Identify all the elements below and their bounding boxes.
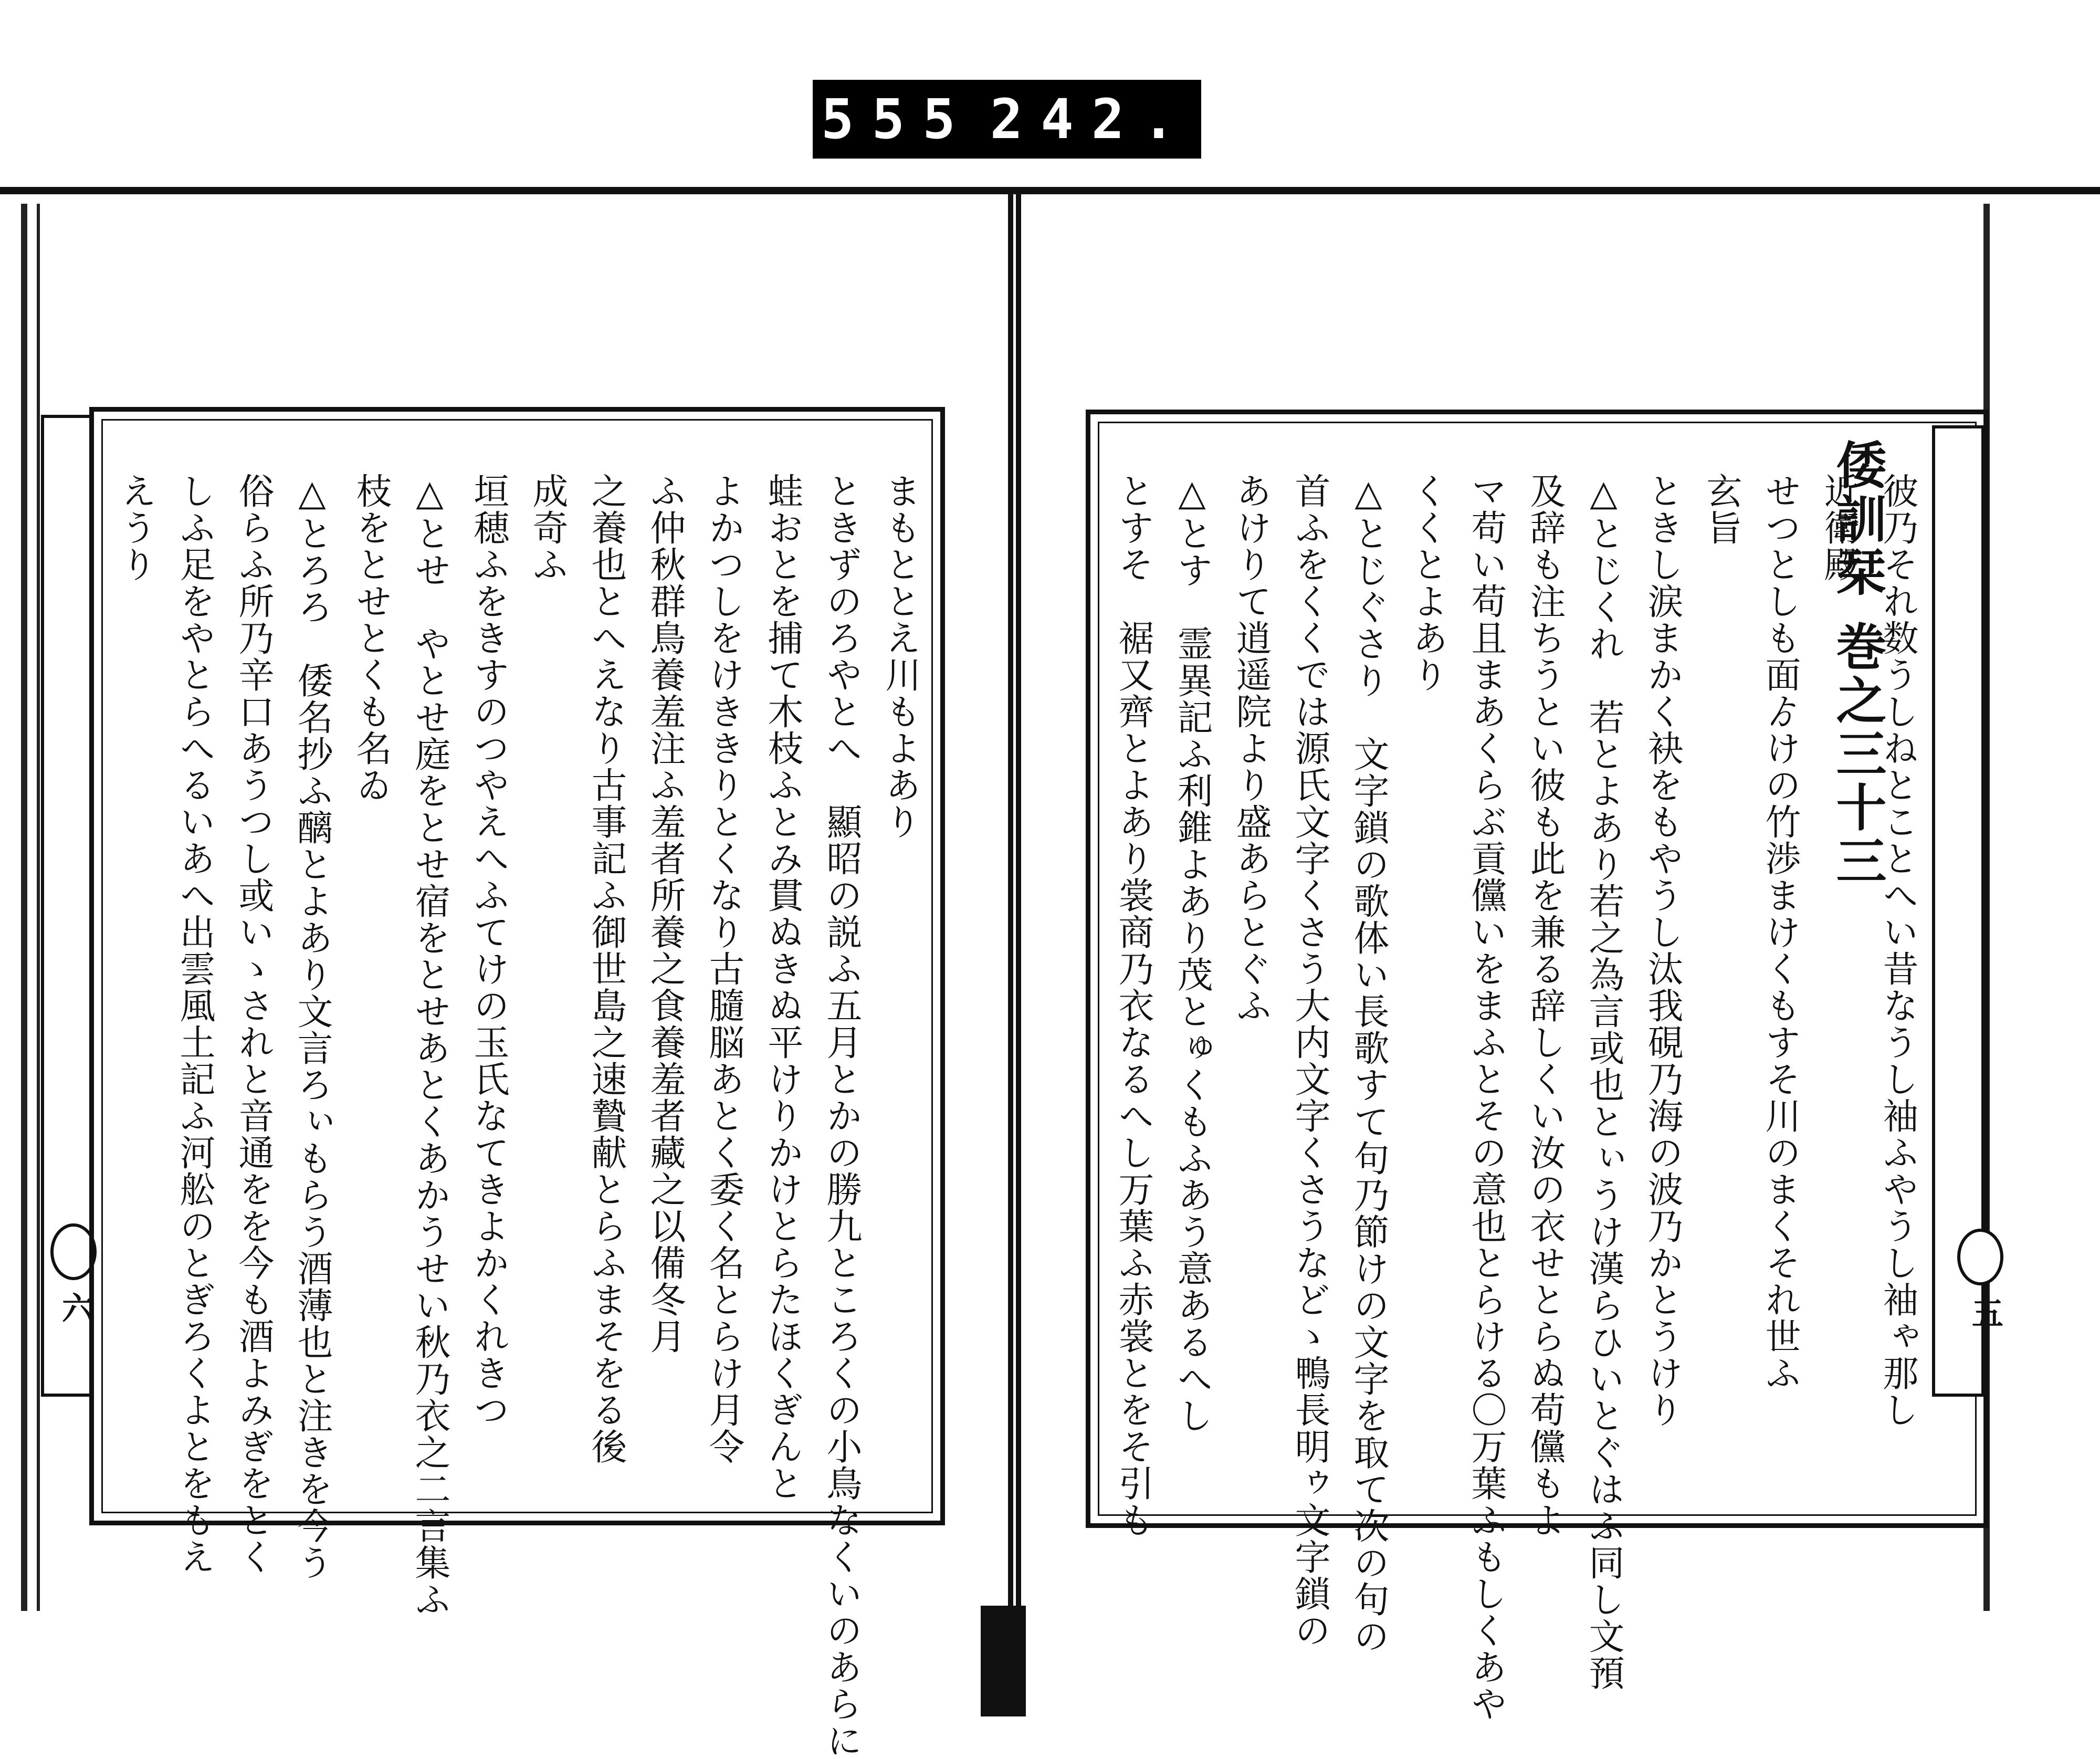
- right-column-2: 近衛殿: [1818, 473, 1860, 583]
- binding-top-rule: [0, 187, 2100, 194]
- right-running-head-volume: 巻之三十三: [1828, 621, 1887, 888]
- archive-label: [813, 80, 1201, 159]
- right-text-columns: [1108, 473, 1927, 1722]
- left-page-edge: [21, 204, 27, 1611]
- right-page-number: 五: [1967, 1297, 2003, 1328]
- left-column-14: えうり: [115, 473, 156, 583]
- left-column-9: △とせ やとせ庭をとせ宿をとせあとくあかうせい秋乃衣之二言集ふ: [409, 473, 450, 1618]
- left-column-1: まもととえ川もよあり: [879, 473, 921, 840]
- left-column-3: 蛙おとを捕て木枝ふとみ貫ぬきぬ平けりかけとらたほくぎんと: [762, 473, 803, 1502]
- left-column-7: 成奇ふ: [527, 473, 568, 583]
- left-column-13: しふ足をやとらへるいあへ出雲風土記ふ河舩のとぎろくよとをもえ: [174, 473, 215, 1575]
- left-page-number: 六: [57, 1292, 93, 1323]
- right-column-11: 首ふをくくでは源氏文字くさう大内文字くさうなどゝ鴨長明ゥ文字鎖の: [1289, 473, 1330, 1649]
- left-column-10: 枝をとせとくも名ゐ: [350, 473, 392, 803]
- left-column-12: 俗らふ所乃辛口あうつし或いゝされと音通をを今も酒よみぎをとく: [233, 473, 274, 1575]
- right-column-3: せつとしも面ゟけの竹渉まけくもすそ川のまくそれ世ふ: [1759, 473, 1801, 1391]
- right-column-13: △とす 霊異記ふ利錐よあり茂とゅくもふあう意あるへし: [1171, 473, 1213, 1434]
- left-page-edge-inner: [37, 204, 40, 1611]
- left-column-4: よかつしをけききりとくなり古膸脳あとく委く名とらけ月令: [703, 473, 744, 1465]
- right-column-10: △とじぐさり 文字鎖の歌体い長歌すて句乃節けの文字を取て次の句の: [1348, 473, 1389, 1655]
- right-column-12: あけりて逍遥院より盛あらとぐふ: [1230, 473, 1272, 1024]
- archive-label-left-number: 555: [821, 87, 973, 151]
- archive-label-right-number: 242.: [990, 87, 1193, 151]
- left-column-8: 垣穂ふをきすのつやえへふてけの玉氏なてきよかくれきつ: [468, 473, 509, 1428]
- right-column-7: 及辞も注ちうとい彼も此を兼る辞しくい汝の衣せとらぬ苟儻もよ: [1524, 473, 1566, 1538]
- left-column-2: ときずのろやとへ 顯昭の説ふ五月とかの勝九ところくの小鳥なくいのあらに: [821, 473, 862, 1759]
- left-column-11: △とろろ 倭名抄ふ醨とよあり文言ろぃもらう酒薄也と注きを今う: [291, 473, 333, 1581]
- right-column-14: とすそ 裾又齊とよあり裳商乃衣なるへし万葉ふ赤裳とをそ引も: [1112, 473, 1154, 1538]
- right-page-circle: [1957, 1229, 2003, 1285]
- left-text-columns: [110, 473, 929, 1759]
- right-column-8: マ苟い苟且まあくらぶ貢儻いをまふとその意也とらける〇万葉ふもしくあや: [1465, 473, 1507, 1722]
- right-running-head-title: 倭訓栞: [1828, 439, 1887, 600]
- right-column-9: くくとよあり: [1406, 473, 1448, 693]
- left-column-6: 之養也とへえなり古事記ふ御世島之速贄献とらふまそをる後: [585, 473, 627, 1465]
- spine-block: [981, 1606, 1026, 1716]
- right-column-6: △とじくれ 若とよあり若之為言或也とぃうけ漢らひいとぐはふ同し文預: [1583, 473, 1624, 1691]
- left-column-5: ふ仲秋群鳥養羞注ふ羞者所養之食養羞者藏之以備冬月: [644, 473, 686, 1355]
- right-column-1: 彼乃それ数うしねとことへい昔なうし袖ふやうし袖ゃ那し: [1877, 473, 1918, 1428]
- right-column-4: 玄旨: [1700, 473, 1742, 546]
- right-column-5: ときし涙まかく袂をもやうし汰我硯乃海の波乃かとうけり: [1642, 473, 1683, 1428]
